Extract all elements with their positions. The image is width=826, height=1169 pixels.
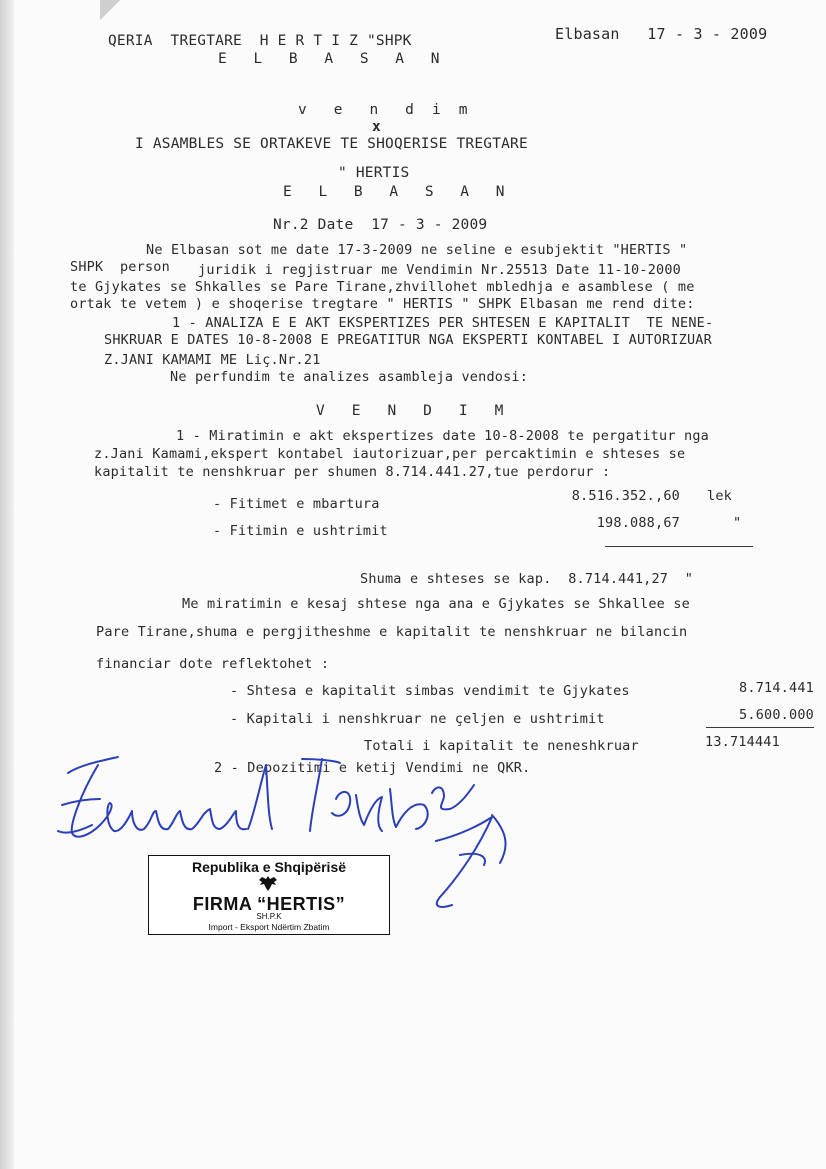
- strike-mark: x: [372, 119, 381, 135]
- decision-line: 1 - Miratimin e akt ekspertizes date 10-8-2008 te pergatitur nga: [176, 428, 709, 444]
- approval-line: Me miratimin e kesaj shtese nga ana e Gjykates se Shkallee se: [182, 596, 690, 612]
- double-headed-eagle-icon: [258, 874, 278, 892]
- item-value: 198.088,67: [596, 515, 680, 531]
- intro-line: SHPK person: [70, 259, 170, 275]
- title-line-1: I ASAMBLES SE ORTAKEVE TE SHOQERISE TREGTARE: [135, 136, 528, 152]
- company-city: E L B A S A N: [218, 51, 449, 67]
- stamp-activity: Import - Eksport Ndërtim Zbatim: [208, 922, 330, 932]
- intro-line: ortak te vetem ) e shoqerise tregtare " HERTIS " SHPK Elbasan me rend dite:: [70, 296, 695, 312]
- capital-value: 5.600.000: [739, 707, 814, 723]
- decision-line: z.Jani Kamami,ekspert kontabel iautorizuar,per percaktimin e shteses se: [94, 446, 686, 462]
- total-value: 13.714441: [705, 734, 780, 750]
- stamp-legal-form: SH.P.K: [256, 912, 282, 921]
- total-rule: [706, 727, 814, 728]
- agenda-line: 1 - ANALIZA E E AKT EKSPERTIZES PER SHTESEN E KAPITALIT TE NENE-: [172, 315, 714, 331]
- intro-conclusion: Ne perfundim te analizes asambleja vendosi:: [170, 369, 529, 385]
- item-unit: lek: [707, 488, 732, 504]
- company-stamp: [148, 855, 390, 935]
- agenda-line: SHKRUAR E DATES 10-8-2008 E PREGATITUR NGA EKSPERTI KONTABEL I AUTORIZUAR: [104, 332, 712, 348]
- capital-label: - Shtesa e kapitalit simbas vendimit te Gjykates: [230, 683, 630, 699]
- sum-line: Shuma e shteses se kap. 8.714.441,27 ": [360, 571, 694, 587]
- item-label: - Fitimet e mbartura: [213, 496, 380, 512]
- place-date: Elbasan 17 - 3 - 2009: [555, 25, 768, 43]
- capital-value: 8.714.441: [739, 680, 814, 696]
- agenda-line: Z.JANI KAMAMI ME Liç.Nr.21: [104, 352, 321, 368]
- item-value: 8.516.352.,60: [571, 488, 680, 504]
- title-line-2: " HERTIS: [338, 165, 410, 181]
- decision-line: kapitalit te nenshkruar per shumen 8.714.441.27,tue perdorur :: [94, 464, 611, 480]
- page-corner-fold: [100, 0, 130, 20]
- intro-line: te Gjykates se Shkalles se Pare Tirane,zhvillohet mbledhja e asamblese ( me: [70, 279, 695, 295]
- title-line-3: E L B A S A N: [283, 184, 514, 200]
- intro-line: Ne Elbasan sot me date 17-3-2009 ne seline e esubjektit "HERTIS ": [146, 242, 688, 258]
- decision-item-2: 2 - Depozitimi e ketij Vendimi ne QKR.: [214, 760, 531, 776]
- company-name: QERIA TREGTARE H E R T I Z "SHPK: [108, 33, 412, 49]
- capital-label: - Kapitali i nenshkruar ne çeljen e ushtrimit: [230, 711, 605, 727]
- decision-heading: V E N D I M: [316, 403, 504, 419]
- approval-line: financiar dote reflektohet :: [96, 656, 330, 672]
- item-unit: ": [733, 515, 742, 531]
- item-label: - Fitimin e ushtrimit: [213, 523, 388, 539]
- sum-rule: [605, 546, 753, 547]
- stamp-republic-line: Republika e Shqipërisë: [191, 859, 347, 875]
- total-label: Totali i kapitalit te neneshkruar: [364, 738, 639, 754]
- stamp-firm-name: FIRMA “HERTIS”: [192, 894, 346, 914]
- approval-line: Pare Tirane,shuma e pergjitheshme e kapitalit te nenshkruar ne bilancin: [96, 624, 688, 640]
- page-edge-shadow: [0, 0, 14, 1169]
- title-word: v e n d i m: [298, 102, 468, 118]
- intro-line: juridik i regjistruar me Vendimin Nr.25513 Date 11-10-2000: [198, 262, 682, 278]
- title-number-date: Nr.2 Date 17 - 3 - 2009: [273, 217, 488, 233]
